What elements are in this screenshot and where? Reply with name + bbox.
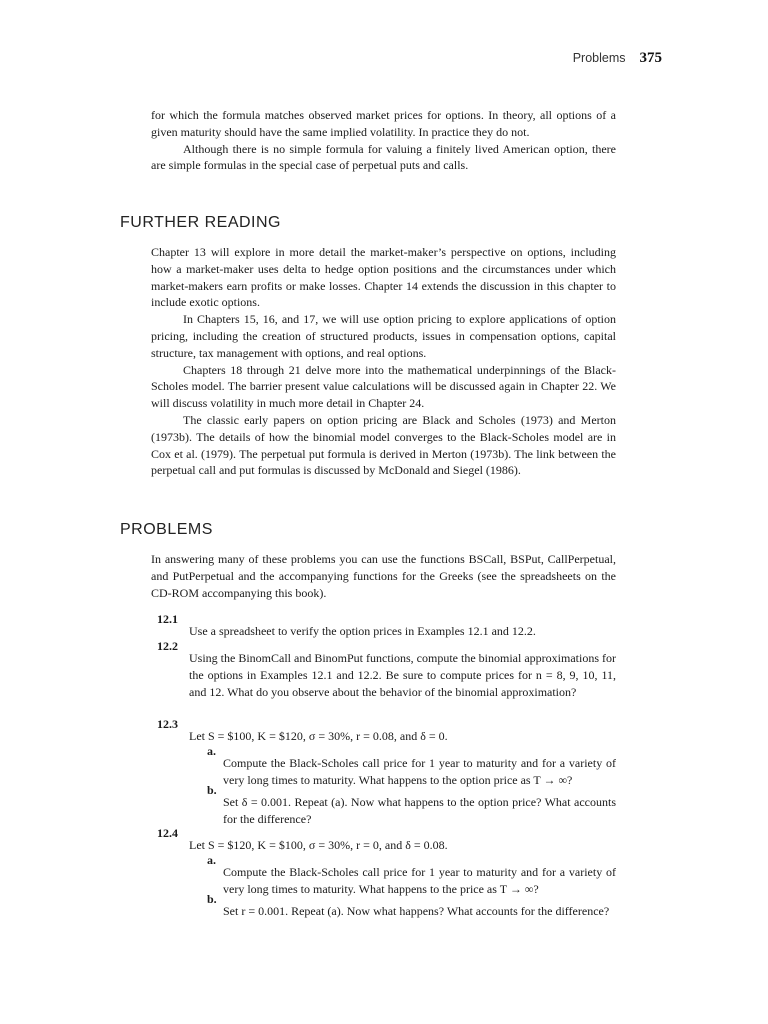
problem-text: Using the BinomCall and BinomPut functions, compute the binomial approximations for the options in Examples 12.1 and 12.2. Be sure to compute prices for n = 8, 9, 10, 11, and 12. What do you observe about the behavior of the binomial approximation?: [189, 651, 616, 699]
further-reading-heading: FURTHER READING: [120, 214, 281, 231]
problems-heading: PROBLEMS: [120, 521, 213, 538]
part-text: Set r = 0.001. Repeat (a). Now what happens? What accounts for the difference?: [223, 904, 610, 918]
part-label: a.: [207, 853, 216, 867]
problem-text: Let S = $100, K = $120, σ = 30%, r = 0.08, and δ = 0.: [189, 729, 448, 743]
problem-number: 12.1: [157, 612, 178, 626]
intro-paragraph: for which the formula matches observed market prices for options. In theory, all options of a given maturity should have the same implied volatility. In practice they do not.: [151, 108, 616, 139]
further-reading-body: [151, 244, 616, 479]
page-number: 375: [639, 50, 662, 66]
further-reading-paragraph: The classic early papers on option pricing are Black and Scholes (1973) and Merton (1973b). The details of how the binomial model converges to the Black-Scholes model are in Cox et al. (1979). The perpetual put formula is derived in Merton (1973b). The link between the perpetual call and put formulas is discussed by McDonald and Siegel (1986).: [151, 412, 616, 478]
part-label: a.: [207, 744, 216, 758]
problem-number: 12.4: [157, 826, 178, 840]
problem-number: 12.3: [157, 717, 178, 731]
part-text: Compute the Black-Scholes call price for 1 year to maturity and for a variety of very long times to maturity. What happens to the price as T → ∞?: [223, 865, 616, 896]
further-reading-paragraph: Chapters 18 through 21 delve more into the mathematical underpinnings of the Black-Scholes model. The barrier present value calculations will be discussed again in Chapter 22. We will discuss volatility in much more detail in Chapter 24.: [151, 362, 616, 411]
part-label: b.: [207, 783, 217, 797]
problems-intro: [151, 551, 616, 601]
part-text: Set δ = 0.001. Repeat (a). Now what happens to the option price? What accounts for the difference?: [223, 795, 616, 826]
part-label: b.: [207, 892, 217, 906]
intro-paragraph: Although there is no simple formula for valuing a finitely lived American option, there are simple formulas in the special case of perpetual puts and calls.: [151, 141, 616, 173]
further-reading-paragraph: Chapter 13 will explore in more detail the market-maker’s perspective on options, including how a market-maker uses delta to hedge option positions and the circumstances under which market-makers earn profits or make losses. Chapter 14 extends the discussion in this chapter to include exotic options.: [151, 245, 616, 310]
problem-text: Use a spreadsheet to verify the option prices in Examples 12.1 and 12.2.: [189, 624, 536, 638]
running-head: [120, 50, 662, 70]
further-reading-paragraph: In Chapters 15, 16, and 17, we will use option pricing to explore applications of option pricing, including the creation of structured products, issues in compensation options, capital structure, tax management with options, and real options.: [151, 312, 616, 360]
problem-12-4-part-b: [207, 891, 616, 932]
problem-number: 12.2: [157, 639, 178, 653]
intro-text: [151, 107, 616, 174]
problem-text: Let S = $120, K = $100, σ = 30%, r = 0, and δ = 0.08.: [189, 838, 448, 852]
problem-12-2: [151, 638, 616, 712]
running-head-section: Problems: [572, 51, 626, 65]
part-text: Compute the Black-Scholes call price for 1 year to maturity and for a variety of very long times to maturity. What happens to the option price as T → ∞?: [223, 756, 616, 787]
problems-intro-paragraph: In answering many of these problems you can use the functions BSCall, BSPut, CallPerpetual, and PutPerpetual and the accompanying functions for the Greeks (see the spreadsheets on the CD-ROM accompanying this book).: [151, 552, 616, 600]
